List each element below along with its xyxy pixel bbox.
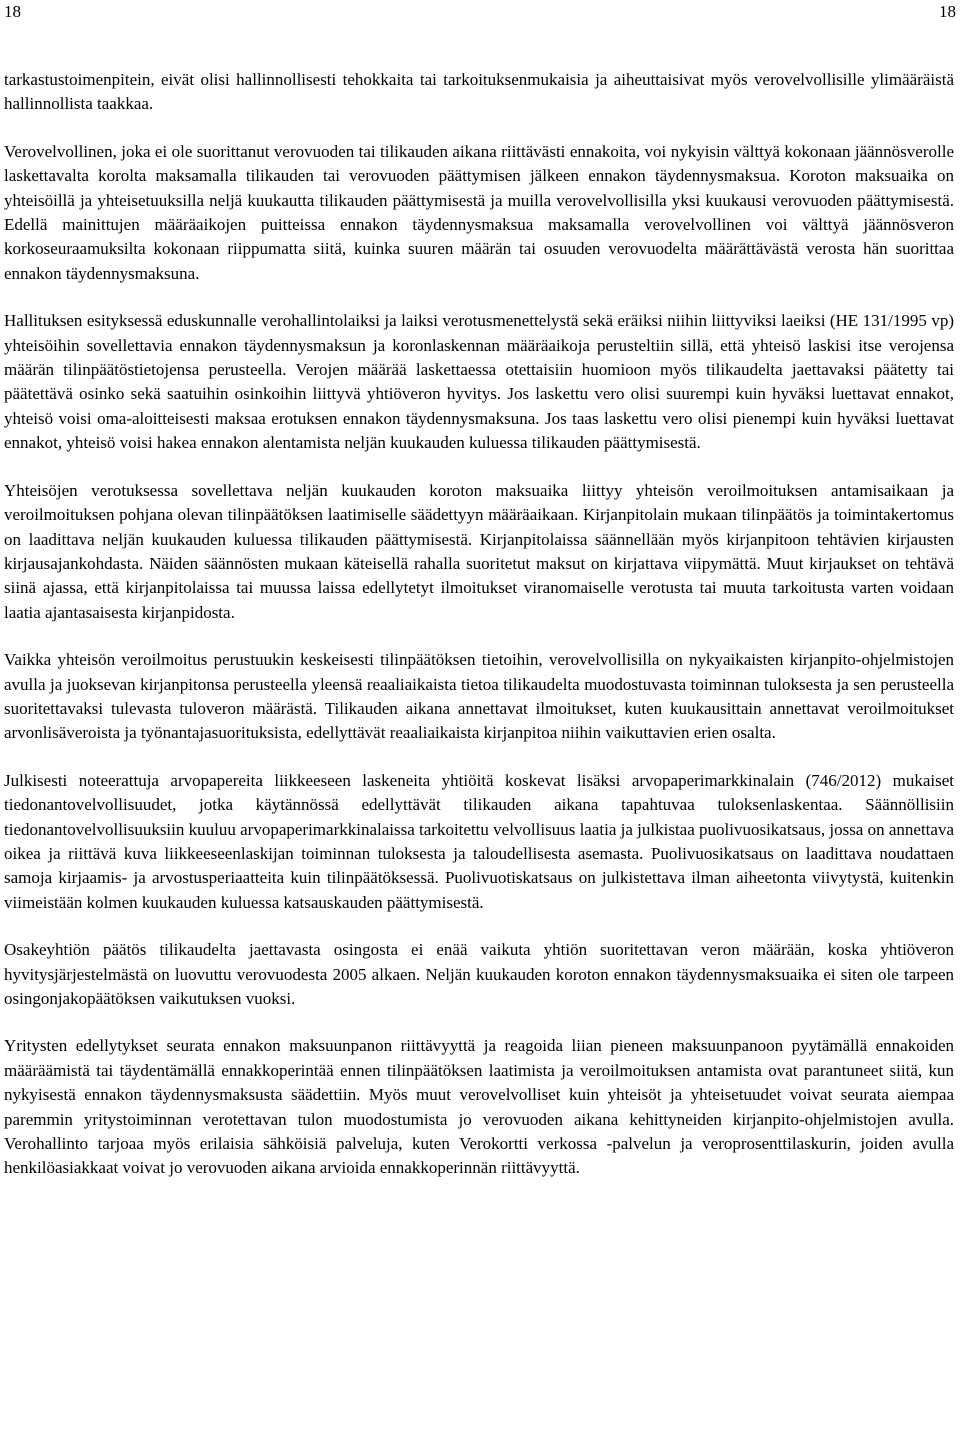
- document-body: [4, 68, 954, 1181]
- paragraph: tarkastustoimenpitein, eivät olisi hallinnollisesti tehokkaita tai tarkoituksenmukaisia ja aiheuttaisivat myös verovelvollisille ylimääräistä hallinnollista taakkaa.: [4, 70, 954, 114]
- paragraph: Julkisesti noteerattuja arvopapereita liikkeeseen laskeneita yhtiöitä koskevat lisäksi arvopaperimarkkinalain (746/2012) mukaiset tiedonantovelvollisuudet, jotka käytännössä edellyttävät tilikauden aikana tapahtuvaa tuloksenlaskentaa. Säännöllisiin tiedonantovelvollisuuksiin kuuluu arvopaperimarkkinalaissa tarkoitettu velvollisuus laatia ja julkistaa puolivuosikatsaus, jossa on annettava oikea ja riittävä kuva liikkeeseenlaskijan toiminnan tuloksesta ja taloudellisesta asemasta. Puolivuosikatsaus on laadittava noudattaen samoja kirjaamis- ja arvostusperiaatteita kuin tilinpäätöksessä. Puolivuotiskatsaus on julkistettava ilman aiheetonta viivytystä, kuitenkin viimeistään kolmen kuukauden kuluessa katsauskauden päättymisestä.: [4, 770, 954, 912]
- page-number-left: 18: [4, 2, 21, 21]
- paragraph: Verovelvollinen, joka ei ole suorittanut verovuoden tai tilikauden aikana riittävästi ennakoita, voi nykyisin välttyä kokonaan jäännösverolle laskettavalta korolta maksamalla tilikauden tai verovuoden päättymisen jälkeen ennakon täydennysmaksua. Koroton maksuaika on yhteisöillä ja yhteisetuuksilla neljä kuukautta tilikauden päättymisestä ja muilla verovelvollisilla yksi kuukausi verovuoden päättymisestä. Edellä mainittujen määräaikojen puitteissa ennakon täydennysmaksua maksamalla verovelvollinen voi välttyä jäännösveron korkoseuraamuksilta kokonaan riippumatta siitä, kuinka suuren määrän tai osuuden verovuodelta määrättävästä verosta hän suorittaa ennakon täydennysmaksuna.: [4, 141, 954, 283]
- paragraph: Vaikka yhteisön veroilmoitus perustuukin keskeisesti tilinpäätöksen tietoihin, verovelvollisilla on nykyaikaisten kirjanpito-ohjelmistojen avulla ja juoksevan kirjanpitonsa perusteella yleensä reaaliaikaista tietoa tilikaudelta muodostuvasta toiminnan tuloksesta ja sen perusteella suoritettavaksi tulevasta tuloveron määrästä. Tilikauden aikana annettavat ilmoitukset, kuten kuukausittain annettavat veroilmoitukset arvonlisäveroista ja työnantajasuorituksista, edellyttävät reaaliaikaista kirjanpitoa niihin vaikuttavien erien osalta.: [4, 650, 954, 743]
- paragraph: Hallituksen esityksessä eduskunnalle verohallintolaiksi ja laiksi verotusmenettelystä sekä eräiksi niihin liittyviksi laeiksi (HE 131/1995 vp) yhteisöihin sovellettavia ennakon täydennysmaksun ja koronlaskennan määräaikoja perusteltiin sillä, että yhteisö laskisi itse verojensa määrän tilinpäätöstietojensa perusteella. Verojen määrää laskettaessa otettaisiin huomioon myös tilikaudelta jaettavaksi päätetty tai päätettävä osinko sekä saatuihin osinkoihin liittyvä yhtiöveron hyvitys. Jos laskettu vero olisi suurempi kuin hyväksi luettavat ennakot, yhteisö voisi oma-aloitteisesti maksaa erotuksen ennakon täydennysmaksuna. Jos taas laskettu vero olisi pienempi kuin hyväksi luettavat ennakot, yhteisö voisi hakea ennakon alentamista neljän kuukauden kuluessa tilikauden päättymisestä.: [4, 311, 954, 453]
- paragraph: Yhteisöjen verotuksessa sovellettava neljän kuukauden koroton maksuaika liittyy yhteisön veroilmoituksen antamisaikaan ja veroilmoituksen pohjana olevan tilinpäätöksen laatimiselle säädettyyn määräaikaan. Kirjanpitolain mukaan tilinpäätös ja toimintakertomus on laadittava neljän kuukauden kuluessa tilikauden päättymisestä. Kirjanpitolaissa säännellään myös kirjanpitoon tehtävien kirjausten kirjausajankohdasta. Näiden säännösten mukaan käteisellä rahalla suoritetut maksut on kirjattava viipymättä. Muut kirjaukset on tehtävä siinä ajassa, että kirjanpitolaissa tai muussa laissa edellytetyt ilmoitukset viranomaiselle verotusta tai muuta tarkoitusta varten voidaan laatia ajantasaisesta kirjanpidosta.: [4, 480, 954, 622]
- page-number-right: 18: [939, 2, 956, 21]
- paragraph: Yritysten edellytykset seurata ennakon maksuunpanon riittävyyttä ja reagoida liian pieneen maksuunpanoon pyytämällä ennakoiden määräämistä tai täydentämällä ennakkoperintää ennen tilinpäätöksen laatimista ja veroilmoituksen antamista ovat parantuneet siitä, kun nykyisestä ennakon täydennysmaksusta säädettiin. Myös muut verovelvolliset kuin yhteisöt ja yhteisetuudet voivat seurata aiempaa paremmin yritystoiminnan verotettavan tulon muodostumista jo verovuoden aikana kehittyneiden kirjanpito-ohjelmistojen avulla. Verohallinto tarjoaa myös erilaisia sähköisiä palveluja, kuten Verokortti verkossa -palvelun ja veroprosenttilaskurin, joiden avulla henkilöasiakkaat voivat jo verovuoden aikana arvioida ennakkoperinnän riittävyyttä.: [4, 1036, 954, 1178]
- paragraph: Osakeyhtiön päätös tilikaudelta jaettavasta osingosta ei enää vaikuta yhtiön suoritettavan veron määrään, koska yhtiöveron hyvitysjärjestelmästä on luovuttu verovuodesta 2005 alkaen. Neljän kuukauden koroton ennakon täydennysmaksuaika ei siten ole tarpeen osingonjakopäätöksen vaikutuksen vuoksi.: [4, 940, 954, 1008]
